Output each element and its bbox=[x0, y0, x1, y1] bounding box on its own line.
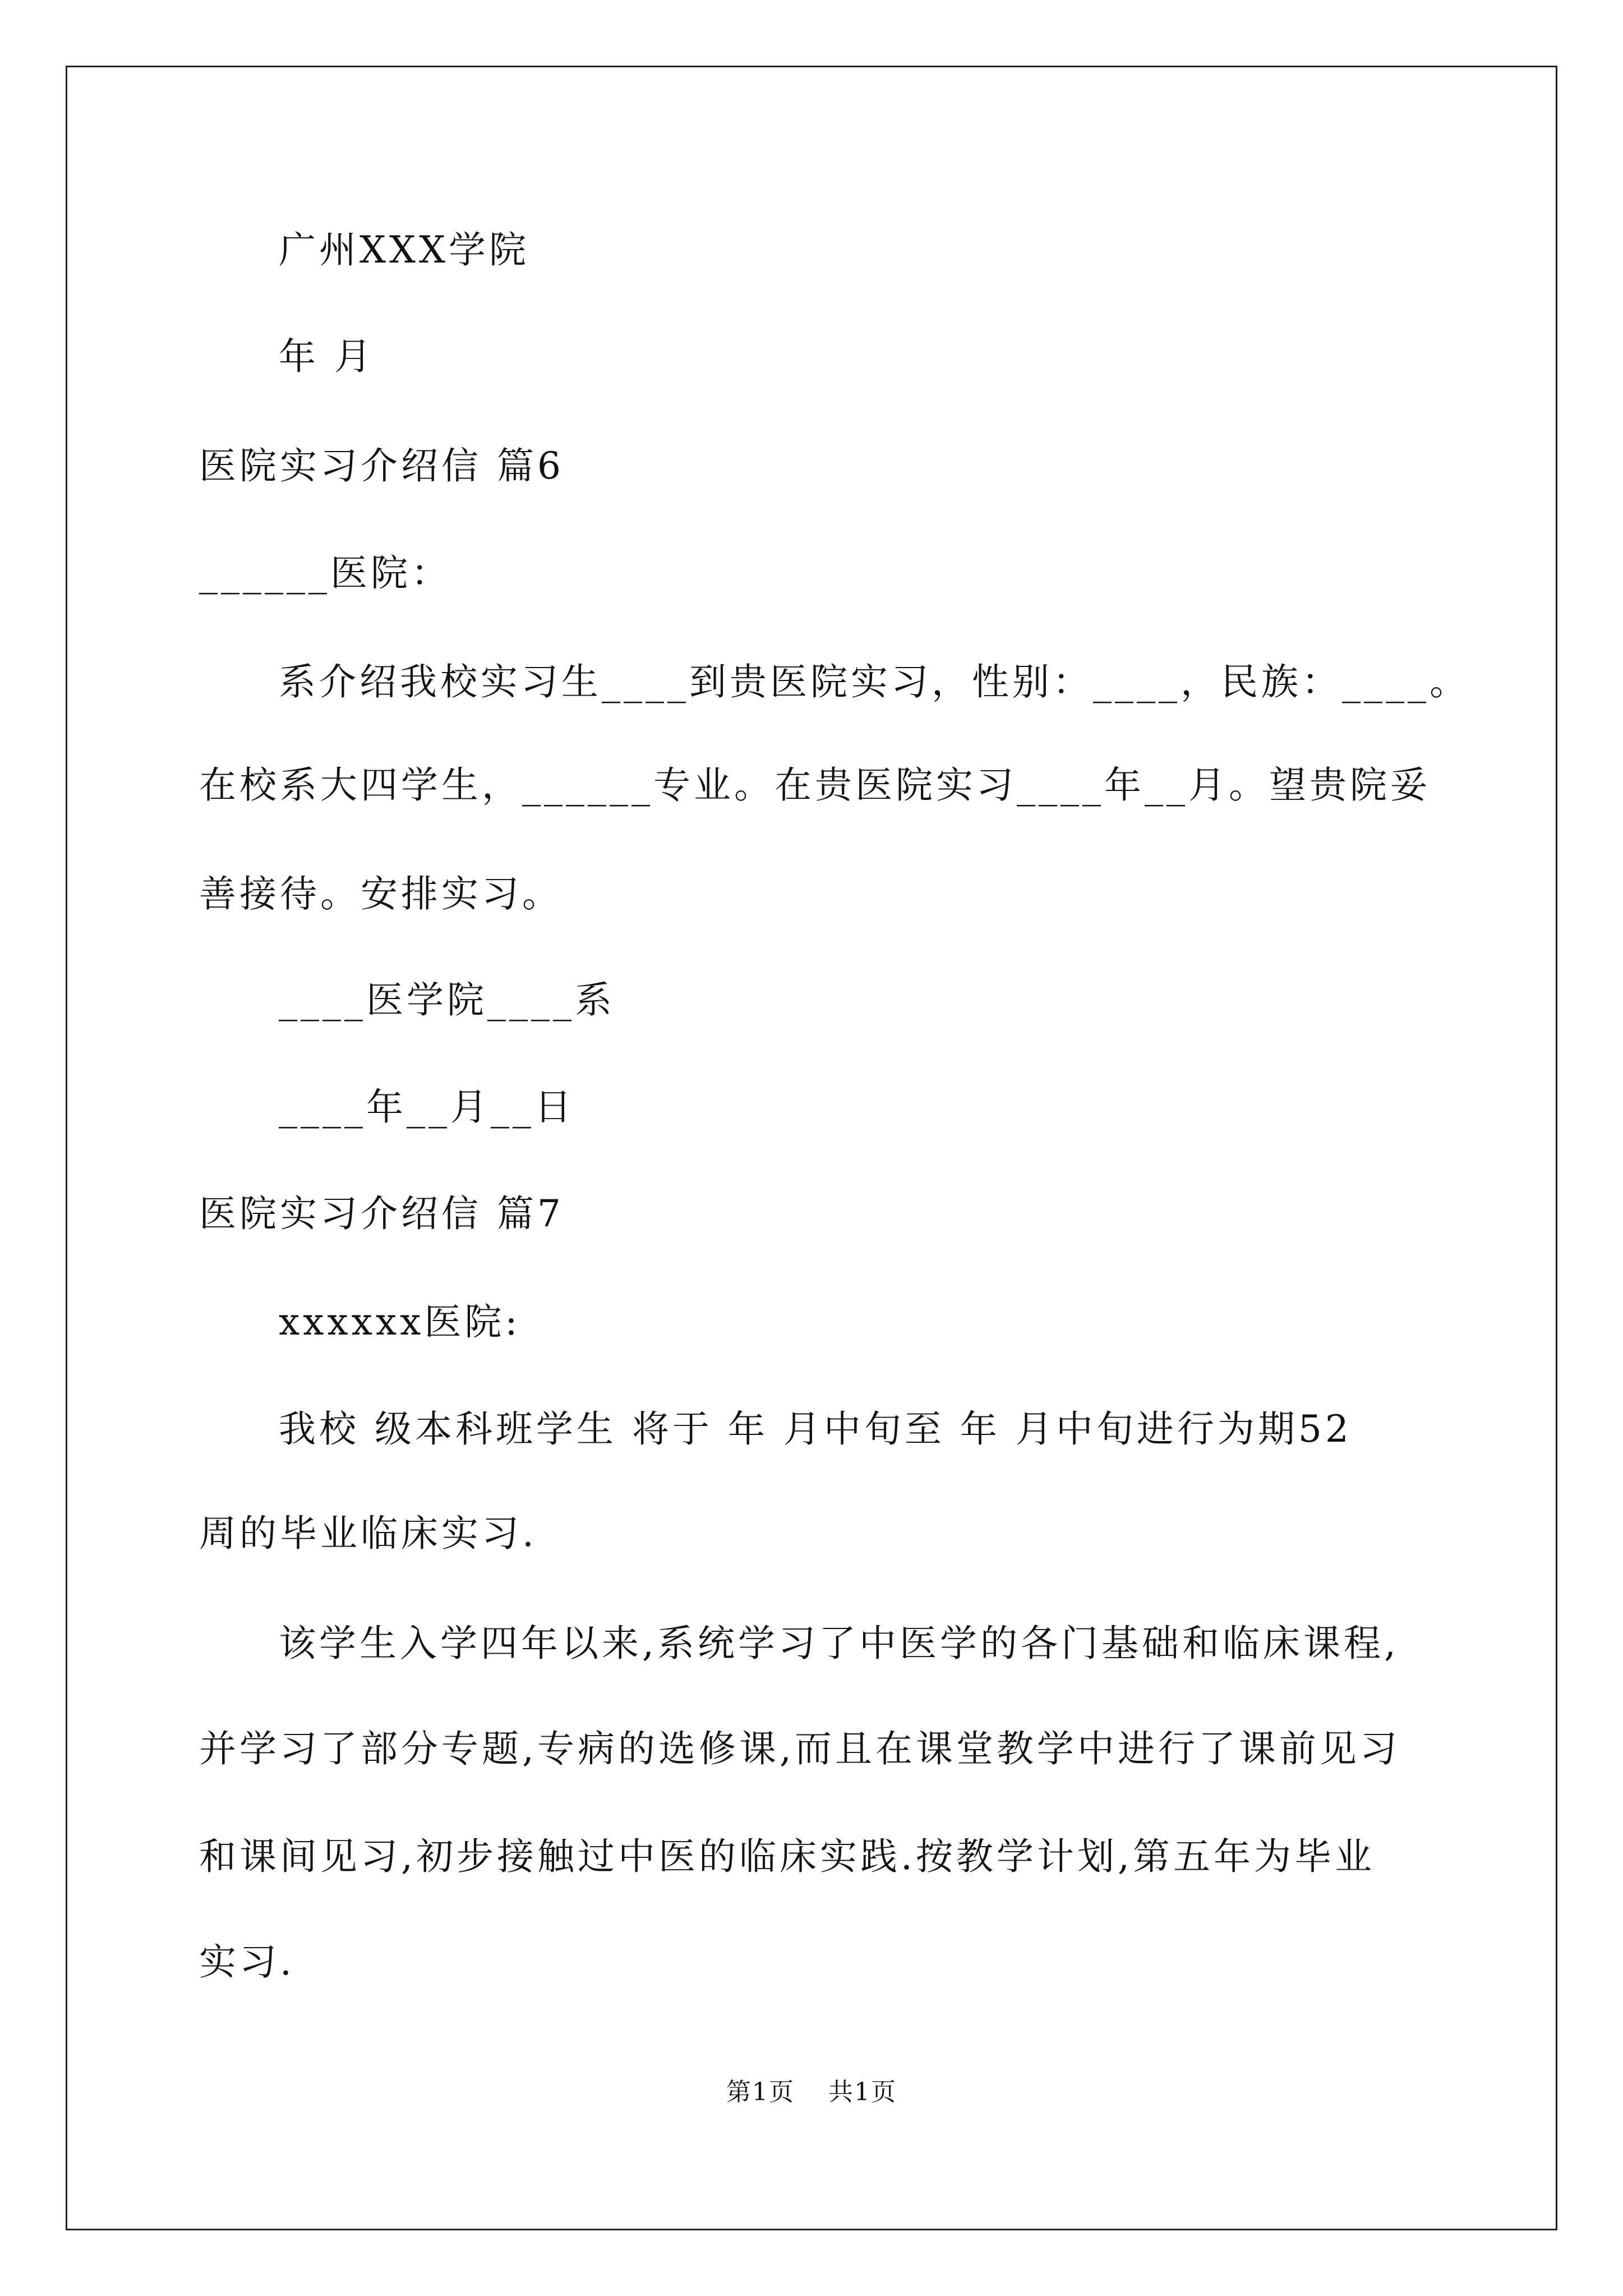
date-line: 年 月 bbox=[279, 335, 375, 378]
body-paragraph-line: 和课间见习,初步接触过中医的临床实践.按教学计划,第五年为毕业 bbox=[199, 1835, 1375, 1878]
page-footer bbox=[0, 2076, 1623, 2109]
page-total: 共1页 bbox=[828, 2078, 897, 2106]
body-paragraph-line: 该学生入学四年以来,系统学习了中医学的各门基础和临床课程, bbox=[279, 1622, 1399, 1665]
body-paragraph-line: 实习. bbox=[199, 1940, 295, 1984]
school-name-line: 广州XXX学院 bbox=[279, 228, 529, 272]
section-heading-6: 医院实习介绍信 篇6 bbox=[199, 444, 564, 487]
salutation-line: ______医院： bbox=[199, 551, 451, 595]
signature-date-line: ____年__月__日 bbox=[279, 1085, 575, 1129]
signature-line: ____医学院____系 bbox=[279, 978, 615, 1022]
section-heading-7: 医院实习介绍信 篇7 bbox=[199, 1192, 564, 1235]
body-paragraph-line: 善接待。安排实习。 bbox=[199, 872, 562, 915]
body-paragraph-line: 周的毕业临床实习. bbox=[199, 1512, 537, 1555]
body-paragraph-line: 我校 级本科班学生 将于 年 月中旬至 年 月中旬进行为期52 bbox=[279, 1407, 1352, 1451]
body-paragraph-line: 并学习了部分专题,专病的选修课,而且在课堂教学中进行了课前见习 bbox=[199, 1727, 1400, 1770]
body-paragraph-line: 在校系大四学生，______专业。在贵医院实习____年__月。望贵院妥 bbox=[199, 763, 1431, 807]
page-border bbox=[66, 66, 1557, 2230]
body-paragraph-line: 系介绍我校实习生____到贵医院实习，性别：____，民族：____。 bbox=[279, 660, 1470, 703]
page-number: 第1页 bbox=[726, 2078, 795, 2106]
salutation-line: xxxxxx医院: bbox=[279, 1300, 521, 1343]
